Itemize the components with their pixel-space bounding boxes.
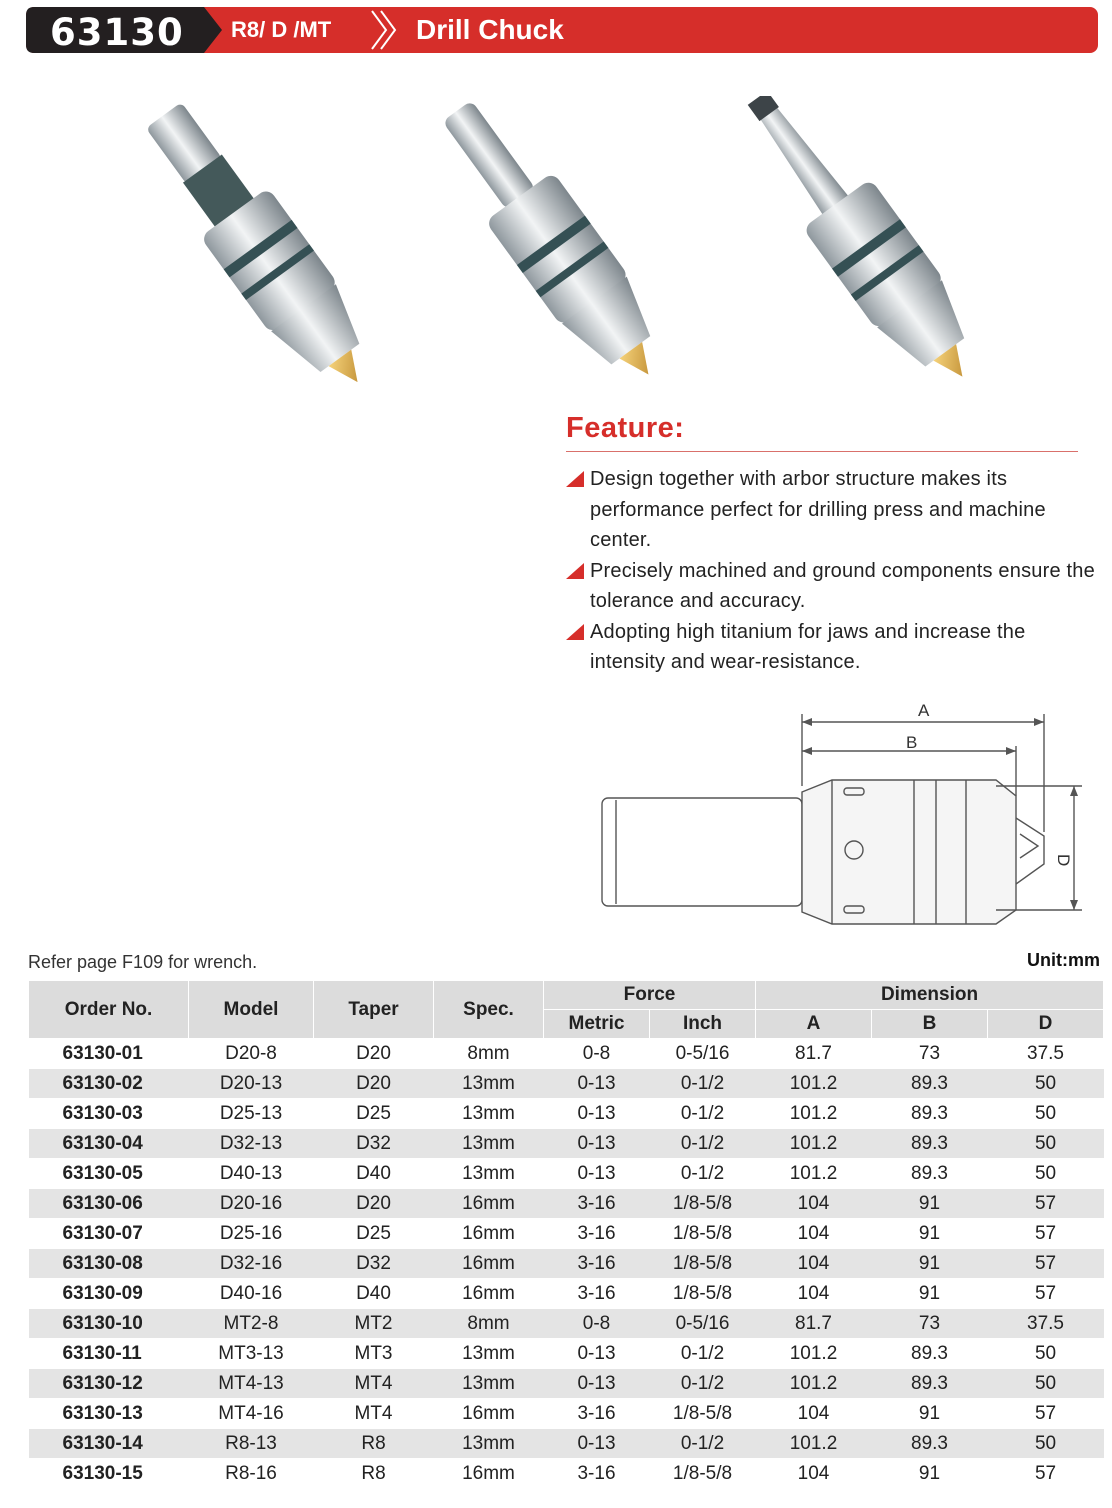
cell-dim-d: 57 — [988, 1399, 1104, 1429]
triangle-bullet-icon — [566, 471, 584, 487]
cell-model: MT4-16 — [189, 1399, 314, 1429]
cell-dim-d: 37.5 — [988, 1039, 1104, 1069]
cell-spec: 13mm — [434, 1429, 544, 1459]
cell-dim-a: 101.2 — [756, 1099, 872, 1129]
cell-order-no: 63130-01 — [29, 1039, 189, 1069]
cell-dim-a: 104 — [756, 1459, 872, 1489]
cell-metric: 0-13 — [544, 1429, 650, 1459]
cell-dim-a: 101.2 — [756, 1339, 872, 1369]
cell-metric: 0-8 — [544, 1039, 650, 1069]
header-dimension: Dimension — [756, 981, 1104, 1010]
cell-model: D25-13 — [189, 1099, 314, 1129]
cell-dim-b: 89.3 — [872, 1369, 988, 1399]
cell-inch: 0-1/2 — [650, 1129, 756, 1159]
cell-taper: D40 — [314, 1279, 434, 1309]
cell-dim-a: 104 — [756, 1279, 872, 1309]
cell-dim-b: 89.3 — [872, 1159, 988, 1189]
table-row — [29, 1039, 1104, 1069]
cell-dim-d: 50 — [988, 1339, 1104, 1369]
header-spec: Spec. — [434, 981, 544, 1039]
cell-inch: 0-1/2 — [650, 1369, 756, 1399]
cell-dim-b: 89.3 — [872, 1099, 988, 1129]
cell-order-no: 63130-14 — [29, 1429, 189, 1459]
cell-model: D40-16 — [189, 1279, 314, 1309]
cell-inch: 0-1/2 — [650, 1159, 756, 1189]
cell-inch: 0-1/2 — [650, 1339, 756, 1369]
cell-dim-b: 89.3 — [872, 1129, 988, 1159]
cell-spec: 16mm — [434, 1249, 544, 1279]
cell-dim-d: 57 — [988, 1219, 1104, 1249]
cell-order-no: 63130-15 — [29, 1459, 189, 1489]
cell-dim-d: 50 — [988, 1129, 1104, 1159]
product-code: 63130 — [50, 11, 184, 54]
cell-order-no: 63130-05 — [29, 1159, 189, 1189]
product-title: Drill Chuck — [416, 14, 564, 45]
cell-order-no: 63130-06 — [29, 1189, 189, 1219]
table-row — [29, 1249, 1104, 1279]
cell-spec: 13mm — [434, 1159, 544, 1189]
cell-spec: 16mm — [434, 1219, 544, 1249]
cell-taper: D20 — [314, 1039, 434, 1069]
cell-metric: 3-16 — [544, 1399, 650, 1429]
cell-taper: D32 — [314, 1249, 434, 1279]
cell-spec: 16mm — [434, 1399, 544, 1429]
cell-spec: 16mm — [434, 1459, 544, 1489]
cell-model: MT2-8 — [189, 1309, 314, 1339]
cell-taper: R8 — [314, 1459, 434, 1489]
cell-spec: 13mm — [434, 1069, 544, 1099]
cell-inch: 1/8-5/8 — [650, 1219, 756, 1249]
header-model: Model — [189, 981, 314, 1039]
cell-model: D20-16 — [189, 1189, 314, 1219]
header-order-no: Order No. — [29, 981, 189, 1039]
cell-model: D40-13 — [189, 1159, 314, 1189]
cell-inch: 0-1/2 — [650, 1069, 756, 1099]
feature-heading: Feature: — [566, 412, 685, 444]
cell-inch: 1/8-5/8 — [650, 1459, 756, 1489]
cell-dim-d: 57 — [988, 1249, 1104, 1279]
cell-dim-b: 73 — [872, 1039, 988, 1069]
cell-spec: 16mm — [434, 1279, 544, 1309]
cell-metric: 0-13 — [544, 1129, 650, 1159]
cell-dim-b: 73 — [872, 1309, 988, 1339]
cell-dim-d: 37.5 — [988, 1309, 1104, 1339]
cell-dim-d: 50 — [988, 1099, 1104, 1129]
cell-dim-b: 91 — [872, 1459, 988, 1489]
cell-metric: 3-16 — [544, 1249, 650, 1279]
cell-order-no: 63130-13 — [29, 1399, 189, 1429]
header-metric: Metric — [544, 1010, 650, 1039]
cell-metric: 0-13 — [544, 1159, 650, 1189]
cell-metric: 3-16 — [544, 1189, 650, 1219]
header-inch: Inch — [650, 1010, 756, 1039]
cell-taper: D25 — [314, 1219, 434, 1249]
cell-taper: MT4 — [314, 1399, 434, 1429]
mt-drill-chuck-image — [690, 96, 1050, 396]
cell-dim-b: 89.3 — [872, 1429, 988, 1459]
cell-order-no: 63130-03 — [29, 1099, 189, 1129]
cell-model: D20-8 — [189, 1039, 314, 1069]
cell-order-no: 63130-10 — [29, 1309, 189, 1339]
cell-dim-a: 104 — [756, 1189, 872, 1219]
cell-spec: 13mm — [434, 1339, 544, 1369]
cell-spec: 13mm — [434, 1369, 544, 1399]
dimension-label-a: A — [918, 701, 930, 720]
cell-order-no: 63130-07 — [29, 1219, 189, 1249]
cell-order-no: 63130-09 — [29, 1279, 189, 1309]
cell-model: D32-13 — [189, 1129, 314, 1159]
unit-label: Unit:mm — [1027, 950, 1100, 970]
cell-taper: D20 — [314, 1069, 434, 1099]
d-drill-chuck-image — [390, 96, 730, 396]
header-banner — [26, 7, 1098, 53]
cell-order-no: 63130-11 — [29, 1339, 189, 1369]
cell-spec: 13mm — [434, 1099, 544, 1129]
cell-dim-a: 101.2 — [756, 1369, 872, 1399]
cell-taper: MT3 — [314, 1339, 434, 1369]
cell-dim-a: 104 — [756, 1399, 872, 1429]
table-row — [29, 1159, 1104, 1189]
cell-metric: 0-13 — [544, 1369, 650, 1399]
header-a: A — [756, 1010, 872, 1039]
cell-metric: 0-13 — [544, 1069, 650, 1099]
cell-spec: 8mm — [434, 1039, 544, 1069]
cell-dim-b: 91 — [872, 1249, 988, 1279]
cell-dim-b: 91 — [872, 1189, 988, 1219]
header-taper: Taper — [314, 981, 434, 1039]
table-row — [29, 1219, 1104, 1249]
cell-dim-a: 101.2 — [756, 1159, 872, 1189]
cell-dim-a: 101.2 — [756, 1069, 872, 1099]
cell-dim-d: 50 — [988, 1159, 1104, 1189]
table-body — [29, 1039, 1104, 1489]
cell-metric: 3-16 — [544, 1459, 650, 1489]
cell-dim-b: 91 — [872, 1399, 988, 1429]
cell-dim-b: 91 — [872, 1219, 988, 1249]
cell-inch: 1/8-5/8 — [650, 1279, 756, 1309]
cell-taper: D25 — [314, 1099, 434, 1129]
cell-model: MT4-13 — [189, 1369, 314, 1399]
dimension-drawing — [596, 696, 1096, 926]
feature-item: Precisely machined and ground components ensure the tolerance and accuracy. — [566, 556, 1106, 617]
cell-taper: D32 — [314, 1129, 434, 1159]
table-row — [29, 1339, 1104, 1369]
cell-dim-d: 57 — [988, 1459, 1104, 1489]
dimension-label-b: B — [906, 733, 918, 752]
cell-dim-a: 104 — [756, 1219, 872, 1249]
cell-spec: 8mm — [434, 1309, 544, 1339]
product-subtitle: R8/ D /MT — [231, 17, 332, 42]
cell-inch: 0-1/2 — [650, 1429, 756, 1459]
cell-dim-b: 89.3 — [872, 1339, 988, 1369]
cell-model: MT3-13 — [189, 1339, 314, 1369]
cell-inch: 0-1/2 — [650, 1099, 756, 1129]
cell-model: R8-13 — [189, 1429, 314, 1459]
table-row — [29, 1369, 1104, 1399]
cell-taper: D40 — [314, 1159, 434, 1189]
table-row — [29, 1069, 1104, 1099]
table-row — [29, 1309, 1104, 1339]
table-row — [29, 1399, 1104, 1429]
cell-taper: MT4 — [314, 1369, 434, 1399]
cell-model: R8-16 — [189, 1459, 314, 1489]
cell-dim-a: 101.2 — [756, 1129, 872, 1159]
table-row — [29, 1129, 1104, 1159]
table-row — [29, 1429, 1104, 1459]
table-row — [29, 1189, 1104, 1219]
cell-metric: 0-8 — [544, 1309, 650, 1339]
triangle-bullet-icon — [566, 624, 584, 640]
header-force: Force — [544, 981, 756, 1010]
cell-dim-a: 104 — [756, 1249, 872, 1279]
cell-inch: 1/8-5/8 — [650, 1399, 756, 1429]
feature-list — [566, 464, 1106, 678]
feature-divider — [566, 451, 1078, 452]
table-row — [29, 1279, 1104, 1309]
cell-inch: 1/8-5/8 — [650, 1189, 756, 1219]
cell-dim-d: 50 — [988, 1429, 1104, 1459]
header-d: D — [988, 1010, 1104, 1039]
cell-metric: 0-13 — [544, 1339, 650, 1369]
cell-order-no: 63130-04 — [29, 1129, 189, 1159]
feature-item: Adopting high titanium for jaws and increase the intensity and wear-resistance. — [566, 617, 1106, 678]
cell-spec: 13mm — [434, 1129, 544, 1159]
cell-dim-d: 50 — [988, 1069, 1104, 1099]
cell-metric: 0-13 — [544, 1099, 650, 1129]
triangle-bullet-icon — [566, 563, 584, 579]
cell-dim-a: 101.2 — [756, 1429, 872, 1459]
table-row — [29, 1099, 1104, 1129]
header-b: B — [872, 1010, 988, 1039]
cell-model: D25-16 — [189, 1219, 314, 1249]
cell-model: D32-16 — [189, 1249, 314, 1279]
feature-item: Design together with arbor structure makes its performance perfect for drilling press and machine center. — [566, 464, 1106, 556]
cell-spec: 16mm — [434, 1189, 544, 1219]
cell-dim-a: 81.7 — [756, 1309, 872, 1339]
cell-dim-d: 57 — [988, 1189, 1104, 1219]
cell-dim-d: 50 — [988, 1369, 1104, 1399]
cell-order-no: 63130-08 — [29, 1249, 189, 1279]
cell-order-no: 63130-02 — [29, 1069, 189, 1099]
dimension-label-d: D — [1054, 854, 1073, 867]
cell-inch: 0-5/16 — [650, 1039, 756, 1069]
cell-taper: R8 — [314, 1429, 434, 1459]
wrench-reference-note: Refer page F109 for wrench. — [28, 952, 258, 972]
cell-inch: 1/8-5/8 — [650, 1249, 756, 1279]
cell-taper: D20 — [314, 1189, 434, 1219]
cell-dim-a: 81.7 — [756, 1039, 872, 1069]
cell-inch: 0-5/16 — [650, 1309, 756, 1339]
specification-table — [28, 980, 1104, 1489]
cell-model: D20-13 — [189, 1069, 314, 1099]
cell-metric: 3-16 — [544, 1279, 650, 1309]
cell-dim-b: 89.3 — [872, 1069, 988, 1099]
cell-dim-d: 57 — [988, 1279, 1104, 1309]
cell-order-no: 63130-12 — [29, 1369, 189, 1399]
cell-metric: 3-16 — [544, 1219, 650, 1249]
cell-dim-b: 91 — [872, 1279, 988, 1309]
cell-taper: MT2 — [314, 1309, 434, 1339]
table-row — [29, 1459, 1104, 1489]
